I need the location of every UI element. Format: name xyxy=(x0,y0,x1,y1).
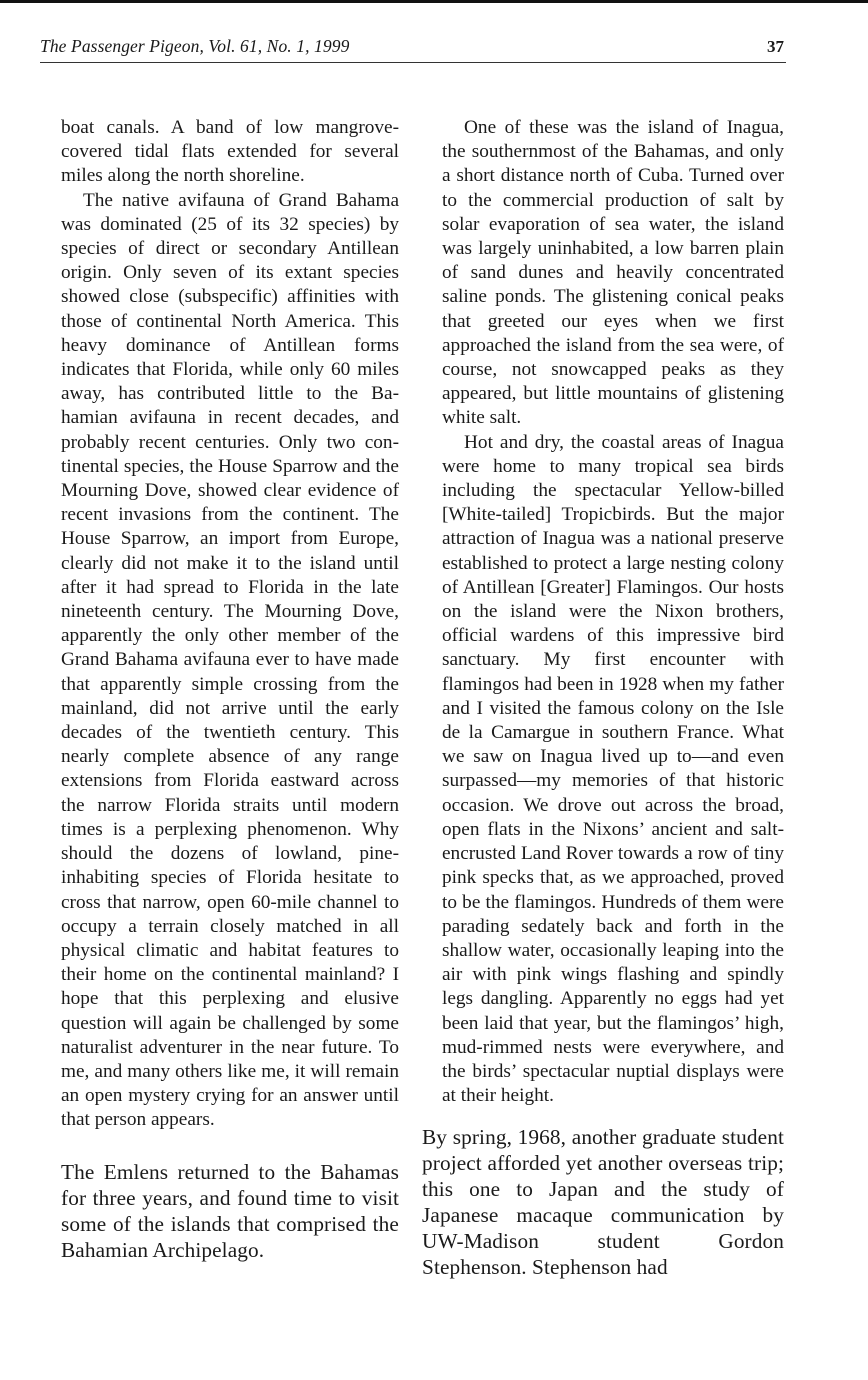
page-top-border xyxy=(0,0,868,3)
section-intro-paragraph: By spring, 1968, another graduate student project afforded yet another overseas trip; this one to Japan and the study of Japanese macaque communication by UW-Madison student Gordon Stephenson. Stephenson had xyxy=(422,1125,784,1280)
section-intro-paragraph: The Emlens returned to the Bahamas for three years, and found time to visit some of the islands that comprised the Bahamian Archipelago. xyxy=(61,1159,399,1262)
body-paragraph: The native avifauna of Grand Bahama was dominated (25 of its 32 species) by species of direct or secondary Antillean origin. Only seven of its extant species showed close (subspecific) affinities with those of continental North America. This heavy dominance of Antillean forms indicates that Florida, while only 60 miles away, has contributed little to the Bahamian avifauna in recent decades, and probably recent centuries. Only two continental species, the House Sparrow and the Mourning Dove, showed clear evidence of recent invasions from the continent. The House Sparrow, an import from Europe, clearly did not make it to the island until after it had spread to Florida in the late nineteenth century. The Mourning Dove, apparently the only other member of the Grand Bahama avifauna ever to have made that apparently simple crossing from the mainland, did not arrive until the early decades of the twentieth century. This nearly complete absence of any range extensions from Florida eastward across the narrow Florida straits until modern times is a perplexing phenomenon. Why should the dozens of lowland, pine-inhabiting species of Florida hesitate to cross that narrow, open 60-mile channel to occupy a terrain closely matched in all physical climatic and habitat features to their home on the continental mainland? I hope that this perplexing and elusive question will again be challenged by some naturalist adventurer in the near future. To me, and many others like me, it will remain an open mystery crying for an answer until that person appears. xyxy=(61,189,399,1131)
page-number: 37 xyxy=(767,37,784,56)
body-paragraph: boat canals. A band of low mangrove-covered tidal flats extended for several miles along the north shoreline. xyxy=(61,117,399,187)
right-column xyxy=(422,116,784,1280)
journal-title: The Passenger Pigeon, Vol. 61, No. 1, 1999 xyxy=(40,36,350,56)
running-head xyxy=(40,36,786,63)
body-paragraph: Hot and dry, the coastal areas of Inagua were home to many tropical sea birds including the spectacular Yellow-billed [White-tailed] Tropicbirds. But the major attraction of Inagua was a national preserve established to protect a large nesting colony of Antillean [Greater] Flamingos. Our hosts on the island were the Nixon brothers, official wardens of this impressive bird sanctuary. My first encounter with flamingos had been in 1928 when my father and I visited the famous colony on the Isle de la Camargue in southern France. What we saw on Inagua lived up to—and even surpassed—my memories of that historic occasion. We drove out across the broad, open flats in the Nixons’ ancient and salt-encrusted Land Rover towards a row of tiny pink specks that, as we approached, proved to be the flamingos. Hundreds of them were parading sedately back and forth in the shallow water, occasionally leaping into the air with pink wings flashing and spindly legs dangling. Apparently no eggs had yet been laid that year, but the flamingos’ high, mud-rimmed nests were everywhere, and the birds’ spectacular nuptial displays were at their height. xyxy=(442,431,784,1107)
left-column xyxy=(61,116,399,1263)
body-paragraph: One of these was the island of Inagua, the southernmost of the Bahamas, and only a short distance north of Cuba. Turned over to the commercial production of salt by solar evaporation of sea water, the island was largely uninhabited, a low barren plain of sand dunes and heavily concentrated saline ponds. The glistening conical peaks that greeted our eyes when we first approached the island from the sea were, of course, not snowcapped peaks as they appeared, but little mountains of glistening white salt. xyxy=(442,117,784,429)
